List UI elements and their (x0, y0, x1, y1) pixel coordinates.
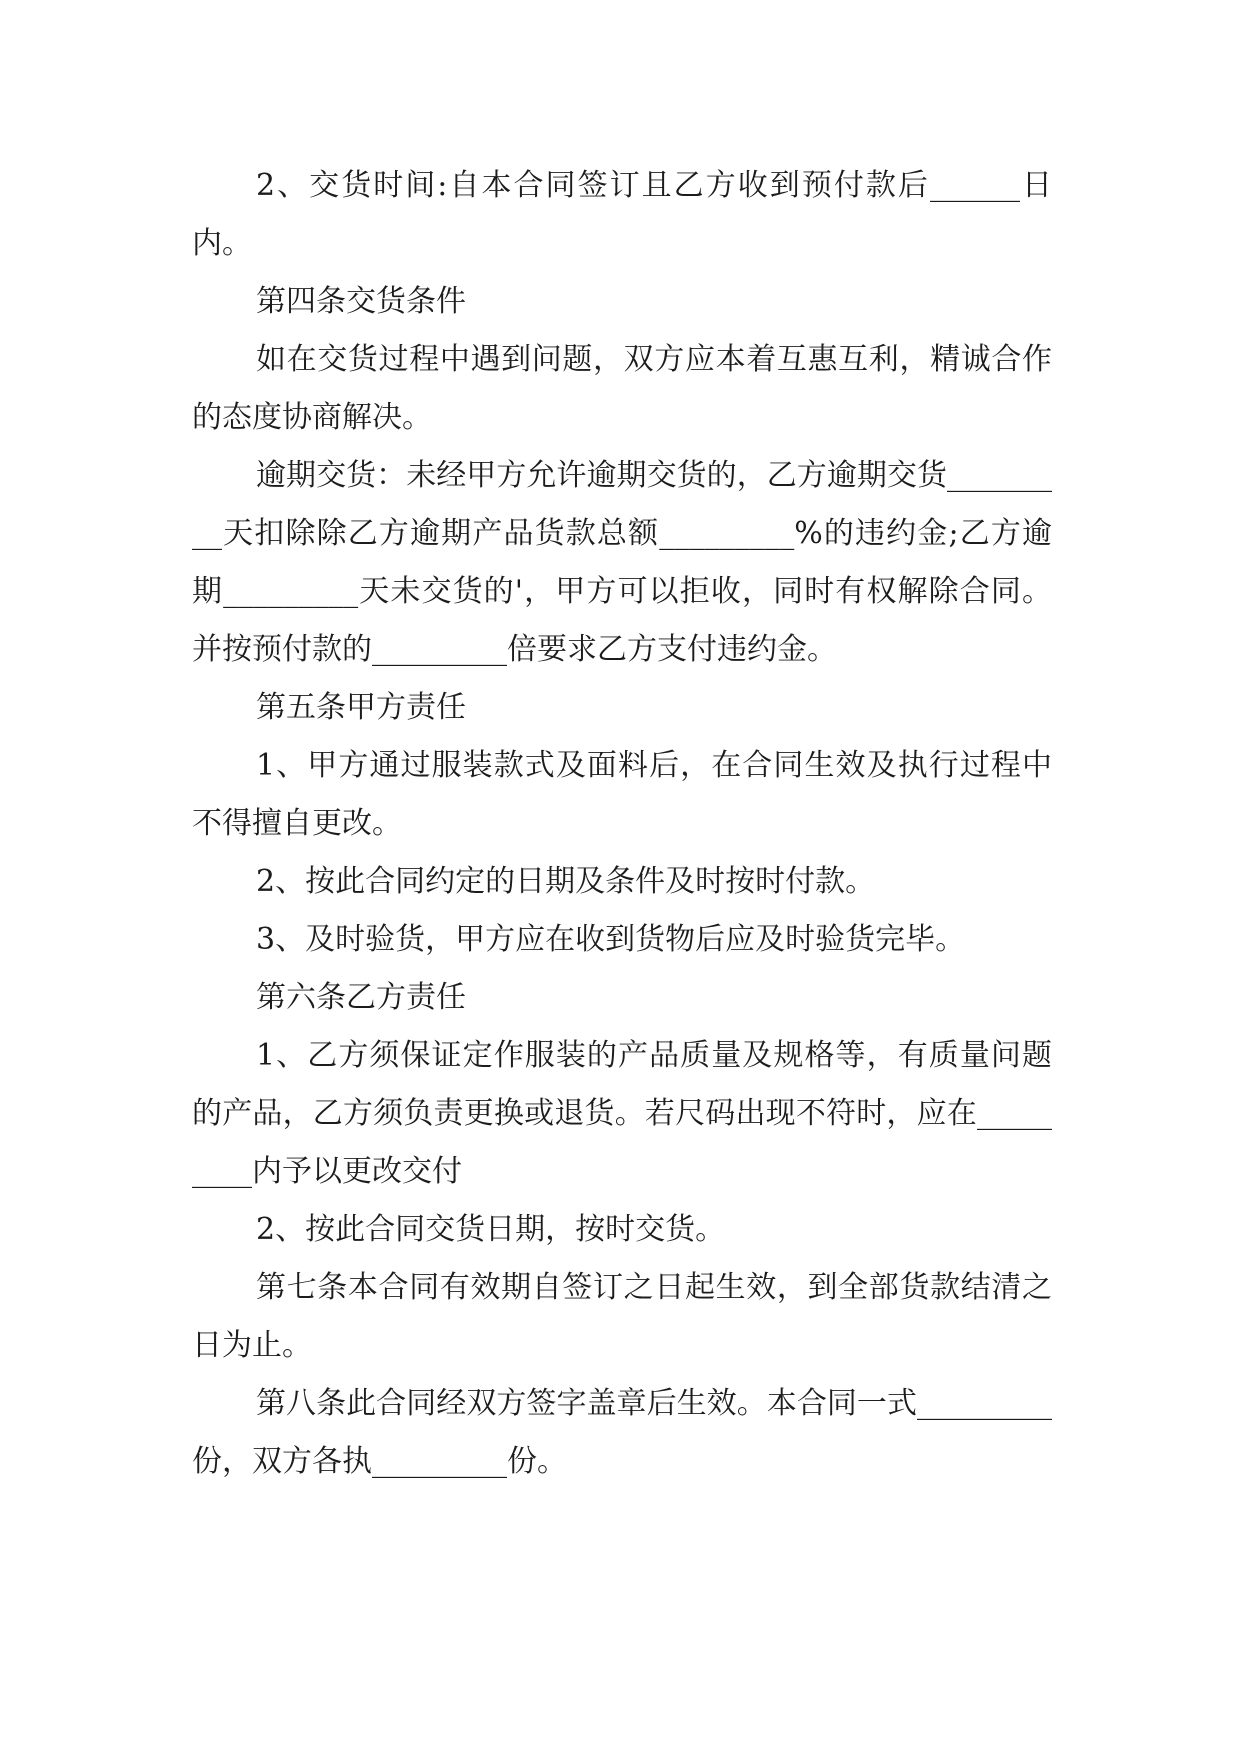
paragraph-party-a-2: 2、按此合同约定的日期及条件及时按时付款。 (256, 864, 876, 899)
paragraph-article-7: 第七条本合同有效期自签订之日起生效，到全部货款结清之日为止。 (192, 1270, 1052, 1363)
paragraph-article-8: 第八条此合同经双方签字盖章后生效。本合同一式_________份，双方各执_________份。 (192, 1386, 1052, 1479)
paragraph-delivery-time: 2、交货时间:自本合同签订且乙方收到预付款后______日内。 (192, 168, 1052, 261)
paragraph-late-delivery: 逾期交货：未经甲方允许逾期交货的，乙方逾期交货_________天扣除除乙方逾期产品货款总额_________%的违约金;乙方逾期_________天未交货的'，甲方可以拒收，同时有权解除合同。并按预付款的_________倍要求乙方支付违约金。 (192, 458, 1052, 667)
article-4-heading: 第四条交货条件 (256, 284, 466, 319)
paragraph-party-a-1: 1、甲方通过服装款式及面料后，在合同生效及执行过程中不得擅自更改。 (192, 748, 1052, 841)
paragraph-party-a-3: 3、及时验货，甲方应在收到货物后应及时验货完毕。 (256, 922, 966, 957)
contract-body (192, 157, 1052, 1491)
paragraph-party-b-2: 2、按此合同交货日期，按时交货。 (256, 1212, 726, 1247)
paragraph-delivery-problems: 如在交货过程中遇到问题，双方应本着互惠互利，精诚合作的态度协商解决。 (192, 342, 1052, 435)
article-6-heading: 第六条乙方责任 (256, 980, 466, 1015)
article-5-heading: 第五条甲方责任 (256, 690, 466, 725)
paragraph-party-b-1: 1、乙方须保证定作服装的产品质量及规格等，有质量问题的产品，乙方须负责更换或退货。若尺码出现不符时，应在_________内予以更改交付 (192, 1038, 1052, 1189)
